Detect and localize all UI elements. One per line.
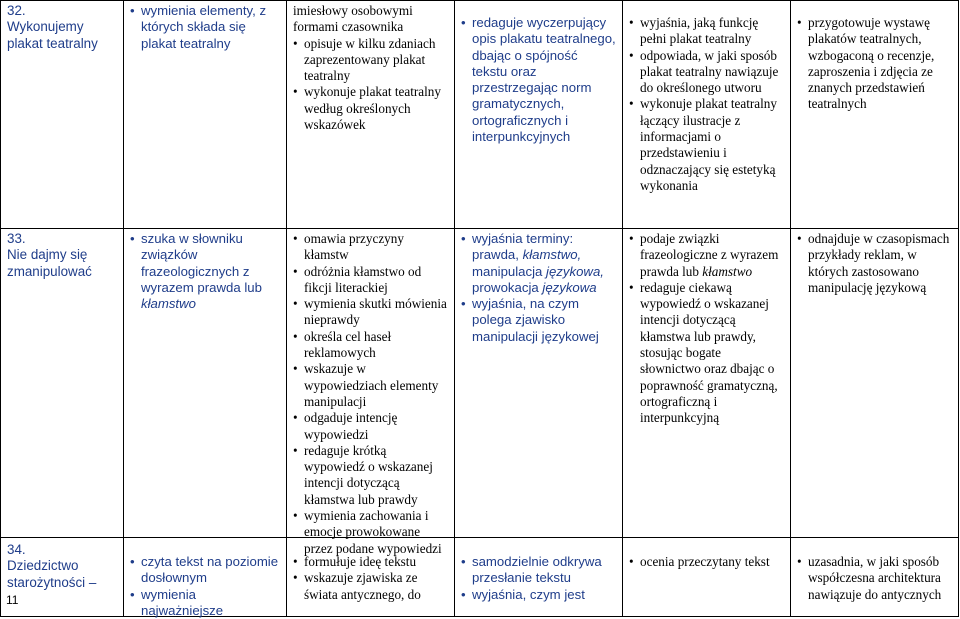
list-item: • odgaduje intencję wypowiedzi <box>293 410 448 443</box>
list-item: • odnajduje w czasopismach przykłady reklam, w których zastosowano manipulację językową <box>797 231 952 296</box>
list-item <box>461 231 616 296</box>
requirements-cell-col5 <box>623 1 791 229</box>
list-item: • redaguje ciekawą wypowiedź o wskazanej intencji dotyczącą kłamstwa lub prawdy, stosując bogate słownictwo oraz dbając o poprawność gramatyczną, ortograficzną i interpunkcyjną <box>629 280 784 427</box>
list-item: • samodzielnie odkrywa przesłanie tekstu <box>461 554 616 587</box>
list-item-text: prowokacja <box>472 279 539 295</box>
list-item-text: szuka w słowniku związków frazeologicznych z wyrazem prawda lub <box>141 231 262 295</box>
list-item: • wymienia elementy, z których składa się plakat teatralny <box>130 3 280 52</box>
list-item: • wyjaśnia, czym jest <box>461 587 616 603</box>
list-item: • ocenia przeczytany tekst <box>629 554 784 570</box>
list-item-italic: kłamstwo, <box>522 247 582 263</box>
list-item: • odpowiada, w jaki sposób plakat teatralny nawiązuje do określonego utworu <box>629 48 784 97</box>
lesson-title: 34. Dziedzictwo starożytności – <box>7 542 97 590</box>
requirements-cell-col2 <box>124 1 287 229</box>
table-row-33 <box>1 229 959 538</box>
requirements-cell-col6 <box>791 538 959 617</box>
page-number: 11 <box>6 593 19 607</box>
requirements-cell-col6 <box>791 1 959 229</box>
list-item: • przygotowuje wystawę plakatów teatralnych, wzbogaconą o recenzje, zaproszenia i zdjęcia ze znanych przedstawień teatralnych <box>797 15 952 113</box>
requirements-cell-col3 <box>287 1 455 229</box>
lesson-cell <box>1 1 124 229</box>
list-item-italic: językowa, <box>546 263 604 279</box>
list-item: • wyjaśnia, na czym polega zjawisko manipulacji językowej <box>461 296 616 345</box>
list-item-text: manipulacja <box>472 263 543 279</box>
lesson-cell <box>1 538 124 617</box>
list-item: • wymienia najważniejsze <box>130 587 280 619</box>
list-item-text: podaje związki frazeologiczne z wyrazem prawda lub <box>640 231 779 279</box>
lesson-title: 32. Wykonujemy plakat teatralny <box>7 3 98 51</box>
requirements-cell-col3 <box>287 229 455 556</box>
list-item: • redaguje krótką wypowiedź o wskazanej intencji dotyczącą kłamstwa lub prawdy <box>293 443 448 508</box>
requirements-cell-col5 <box>623 229 791 538</box>
requirements-cell-col2 <box>124 229 287 538</box>
list-item: • określa cel haseł reklamowych <box>293 329 448 362</box>
lesson-title: 33. Nie dajmy się zmanipulować <box>7 231 92 279</box>
list-item-text: wyjaśnia terminy: prawda, <box>472 231 574 263</box>
list-item: • odróżnia kłamstwo od fikcji literackiej <box>293 264 448 297</box>
list-item: • wykonuje plakat teatralny łączący ilustracje z informacjami o przedstawieniu i odznaczający się estetyką wykonania <box>629 96 784 194</box>
requirements-cell-col6 <box>791 229 959 538</box>
requirements-cell-col5 <box>623 538 791 617</box>
list-item: • wymienia zachowania i emocje prowokowane przez podane wypowiedzi <box>293 508 448 557</box>
list-item: • uzasadnia, w jaki sposób współczesna architektura nawiązuje do antycznych <box>797 554 952 603</box>
list-item-italic: kłamstwo <box>141 296 196 312</box>
list-item: • wyjaśnia, jaką funkcję pełni plakat teatralny <box>629 15 784 48</box>
requirements-cell-col4 <box>455 1 623 229</box>
list-item: • redaguje wyczerpujący opis plakatu teatralnego, dbając o spójność tekstu oraz przestrzegając norm gramatycznych, ortograficznych i interpunkcyjnych <box>461 15 616 145</box>
list-item-italic: językowa <box>542 279 597 295</box>
list-item-continued: imiesłowy osobowymi formami czasownika <box>293 3 413 35</box>
list-item: • wykonuje plakat teatralny według określonych wskazówek <box>293 84 448 133</box>
requirements-cell-col4 <box>455 538 623 617</box>
list-item: • opisuje w kilku zdaniach zaprezentowany plakat teatralny <box>293 36 448 85</box>
list-item: • wskazuje zjawiska ze świata antycznego, do <box>293 570 448 603</box>
list-item: • wskazuje w wypowiedziach elementy manipulacji <box>293 361 448 410</box>
list-item: • omawia przyczyny kłamstw <box>293 231 448 264</box>
table-row-34 <box>1 538 959 617</box>
list-item-italic: kłamstwo <box>702 263 753 279</box>
requirements-cell-col4 <box>455 229 623 538</box>
table-row-32 <box>1 1 959 229</box>
lesson-cell <box>1 229 124 538</box>
list-item: • czyta tekst na poziomie dosłownym <box>130 554 280 587</box>
list-item <box>629 231 784 280</box>
list-item: • wymienia skutki mówienia nieprawdy <box>293 296 448 329</box>
list-item <box>130 231 280 312</box>
list-item: • formułuje ideę tekstu <box>293 554 448 570</box>
requirements-cell-col2 <box>124 538 287 617</box>
